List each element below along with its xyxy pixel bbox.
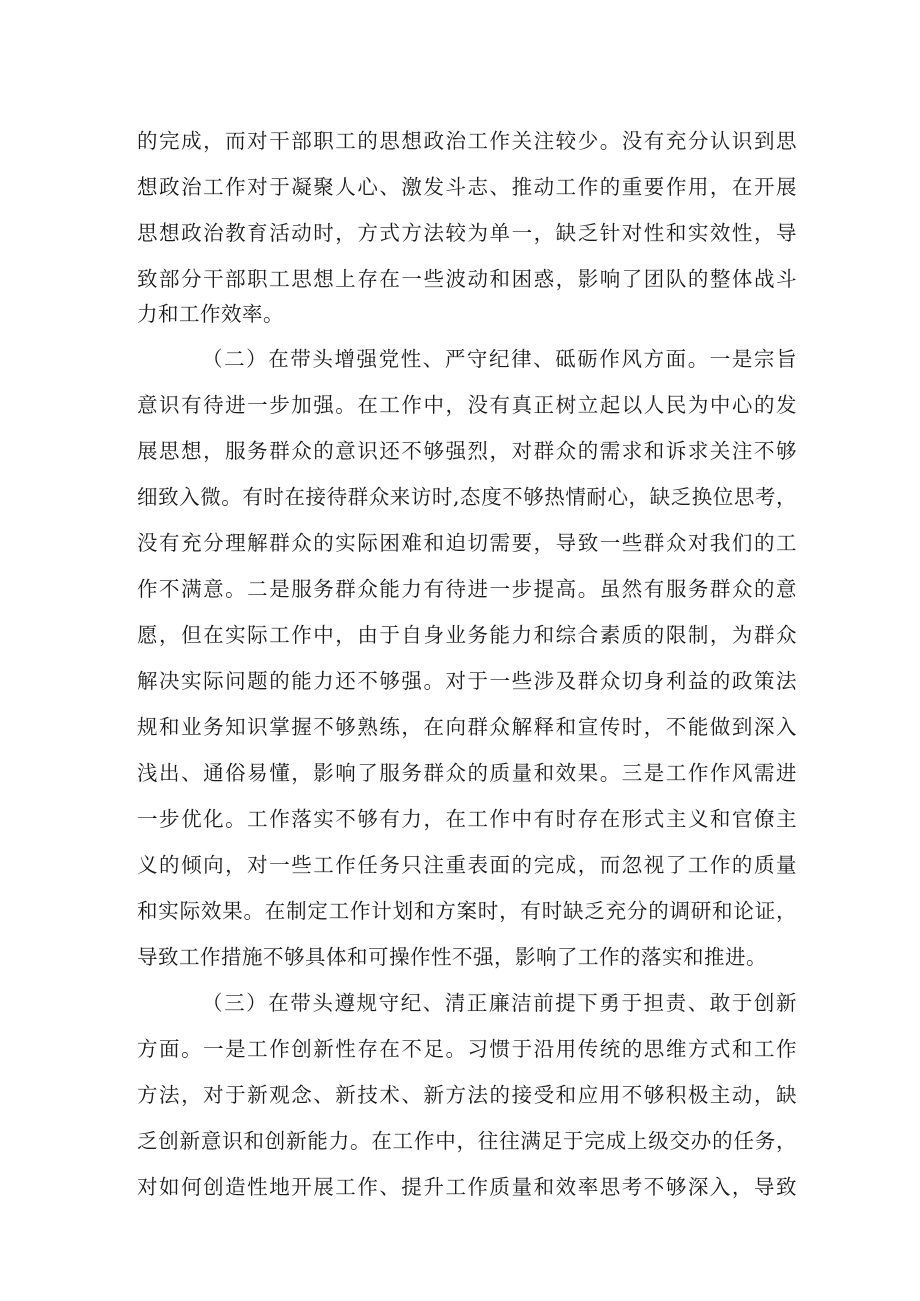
text-line: 浅出、通俗易懂，影响了服务群众的质量和效果。三是工作作风需进 (137, 761, 797, 785)
text-line: 想政治工作对于凝聚人心、激发斗志、推动工作的重要作用，在开展 (137, 175, 797, 199)
text-line: 方法，对于新观念、新技术、新方法的接受和应用不够积极主动，缺 (137, 1083, 797, 1107)
section-heading-line: （二）在带头增强党性、严守纪律、砥砺作风方面。一是宗旨 (202, 347, 797, 371)
text-line: 乏创新意识和创新能力。在工作中，往往满足于完成上级交办的任务， (137, 1129, 797, 1153)
text-line: 思想政治教育活动时，方式方法较为单一，缺乏针对性和实效性，导 (137, 221, 797, 245)
section-heading-line: （三）在带头遵规守纪、清正廉洁前提下勇于担责、敢于创新 (202, 991, 797, 1015)
text-line: 和实际效果。在制定工作计划和方案时，有时缺乏充分的调研和论证， (137, 899, 797, 923)
text-line: 对如何创造性地开展工作、提升工作质量和效率思考不够深入，导致 (137, 1175, 797, 1199)
text-line: 的完成，而对干部职工的思想政治工作关注较少。没有充分认识到思 (137, 129, 797, 153)
text-line: 规和业务知识掌握不够熟练，在向群众解释和宣传时，不能做到深入 (137, 715, 797, 739)
text-line: 细致入微。有时在接待群众来访时,态度不够热情耐心，缺乏换位思考， (137, 485, 797, 509)
text-line: 致部分干部职工思想上存在一些波动和困惑，影响了团队的整体战斗 (137, 267, 797, 291)
text-line: 解决实际问题的能力还不够强。对于一些涉及群众切身利益的政策法 (137, 669, 797, 693)
text-line: 力和工作效率。 (137, 302, 284, 326)
text-line: 方面。一是工作创新性存在不足。习惯于沿用传统的思维方式和工作 (137, 1037, 797, 1061)
text-line: 一步优化。工作落实不够有力，在工作中有时存在形式主义和官僚主 (137, 807, 797, 831)
text-line: 作不满意。二是服务群众能力有待进一步提高。虽然有服务群众的意 (137, 577, 797, 601)
text-line: 没有充分理解群众的实际困难和迫切需要，导致一些群众对我们的工 (137, 531, 797, 555)
text-line: 愿，但在实际工作中，由于自身业务能力和综合素质的限制，为群众 (137, 623, 797, 647)
text-line: 导致工作措施不够具体和可操作性不强，影响了工作的落实和推进。 (137, 945, 767, 969)
text-line: 义的倾向，对一些工作任务只注重表面的完成，而忽视了工作的质量 (137, 853, 797, 877)
text-line: 意识有待进一步加强。在工作中，没有真正树立起以人民为中心的发 (137, 393, 797, 417)
text-line: 展思想，服务群众的意识还不够强烈，对群众的需求和诉求关注不够 (137, 439, 797, 463)
